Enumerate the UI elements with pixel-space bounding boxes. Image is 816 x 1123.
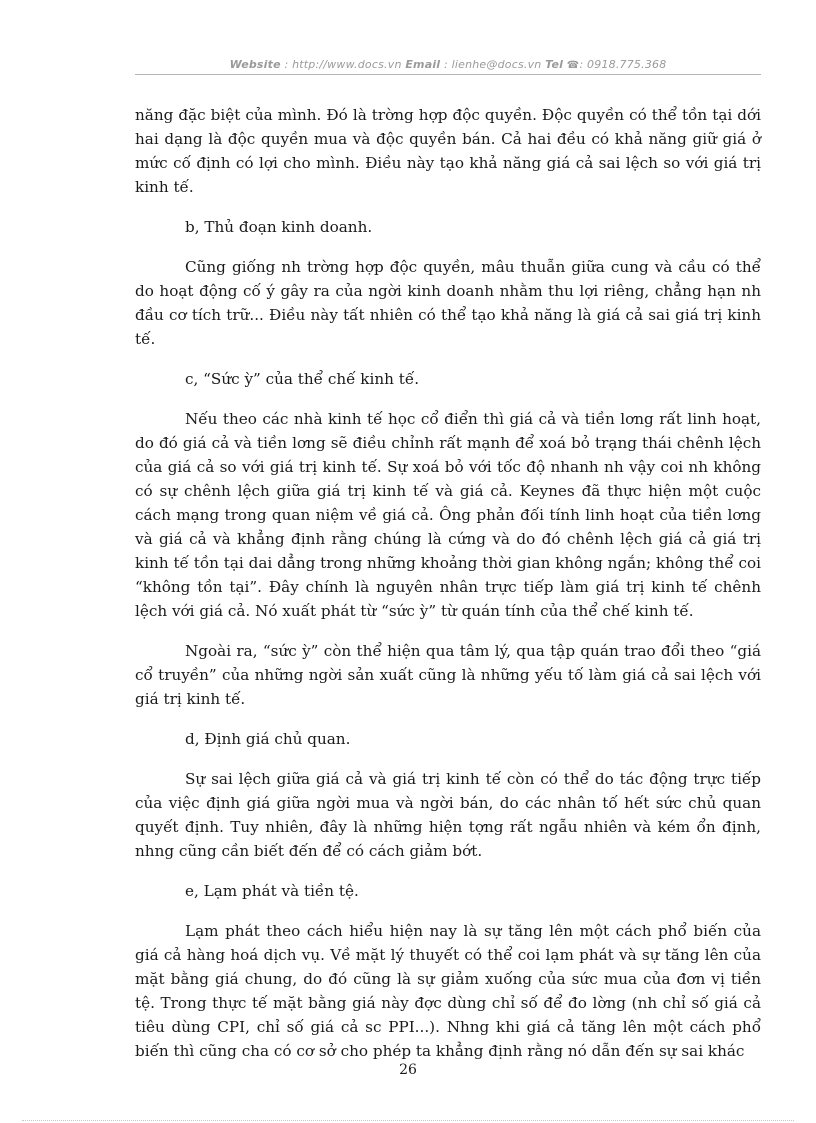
tel-value: : 0918.775.368 xyxy=(579,58,667,71)
website-label: Website xyxy=(229,58,281,71)
section-heading-c: c, “Sức ỳ” của thể chế kinh tế. xyxy=(185,370,420,388)
paragraph-6: Lạm phát theo cách hiểu hiện nay là sự tăng lên một cách phổ biến của giá cả hàng hoá dịch vụ. Về mặt lý thuyết có thể coi lạm phát và sự tăng lên của mặt bằng giá chung, do đó cũng là sự giảm xuống của sức mua của đơn vị tiền tệ. Trong thực tế mặt bằng giá này đợc dùng chỉ số để đo lờng (nh chỉ số giá cả tiêu dùng CPI, chỉ số giá cả sc PPI...). Nhng khi giá cả tăng lên một cách phổ biến thì cũng cha có cơ sở cho phép ta khẳng định rằng nó dẫn đến sự sai khác xyxy=(135,922,761,1060)
paragraph-5: Sự sai lệch giữa giá cả và giá trị kinh tế còn có thể do tác động trực tiếp của việc định giá giữa ngời mua và ngời bán, do các nhân tố hết sức chủ quan quyết định. Tuy nhiên, đây là những hiện tợng rất ngẫu nhiên và kém ổn định, nhng cũng cần biết đến để có cách giảm bớt. xyxy=(135,770,761,860)
email-value[interactable]: : lienhe@docs.vn xyxy=(443,58,542,71)
email-label: Email xyxy=(405,58,441,71)
section-heading-b: b, Thủ đoạn kinh doanh. xyxy=(185,218,373,236)
header-divider xyxy=(135,74,761,75)
footer-divider xyxy=(22,1120,794,1121)
tel-label: Tel xyxy=(545,58,564,71)
paragraph-4: Ngoài ra, “sức ỳ” còn thể hiện qua tâm lý, qua tập quán trao đổi theo “giá cổ truyền” của những ngời sản xuất cũng là những yếu tố làm giá cả sai lệch với giá trị kinh tế. xyxy=(135,642,761,708)
website-value[interactable]: : http://www.docs.vn xyxy=(284,58,402,71)
page-number: 26 xyxy=(399,1062,417,1078)
paragraph-3: Nếu theo các nhà kinh tế học cổ điển thì giá cả và tiền lơng rất linh hoạt, do đó giá cả và tiền lơng sẽ điều chỉnh rất mạnh để xoá bỏ trạng thái chênh lệch của giá cả so với giá trị kinh tế. Sự xoá bỏ với tốc độ nhanh nh vậy coi nh không có sự chênh lệch giữa giá trị kinh tế và giá cả. Keynes đã thực hiện một cuộc cách mạng trong quan niệm về giá cả. Ông phản đối tính linh hoạt của tiền lơng và giá cả và khẳng định rằng chúng là cứng và do đó chênh lệch giá cả giá trị kinh tế tồn tại dai dẳng trong những khoảng thời gian không ngắn; không thể coi “không tồn tại”. Đây chính là nguyên nhân trực tiếp làm giá trị kinh tế chênh lệch với giá cả. Nó xuất phát từ “sức ỳ” từ quán tính của thể chế kinh tế. xyxy=(135,410,761,620)
phone-icon: ☎ xyxy=(566,60,580,71)
section-heading-d: d, Định giá chủ quan. xyxy=(185,730,351,748)
section-heading-e: e, Lạm phát và tiền tệ. xyxy=(185,882,359,900)
paragraph-2: Cũng giống nh trờng hợp độc quyền, mâu thuẫn giữa cung và cầu có thể do hoạt động cố ý gây ra của ngời kinh doanh nhằm thu lợi riêng, chẳng hạn nh đầu cơ tích trữ... Điều này tất nhiên có thể tạo khả năng là giá cả sai giá trị kinh tế. xyxy=(135,258,761,348)
paragraph-1: năng đặc biệt của mình. Đó là trờng hợp độc quyền. Độc quyền có thể tồn tại dới hai dạng là độc quyền mua và độc quyền bán. Cả hai đều có khả năng giữ giá ở mức cố định có lợi cho mình. Điều này tạo khả năng giá cả sai lệch so với giá trị kinh tế. xyxy=(135,106,761,196)
page-content xyxy=(135,103,761,1079)
page-header xyxy=(135,58,761,71)
